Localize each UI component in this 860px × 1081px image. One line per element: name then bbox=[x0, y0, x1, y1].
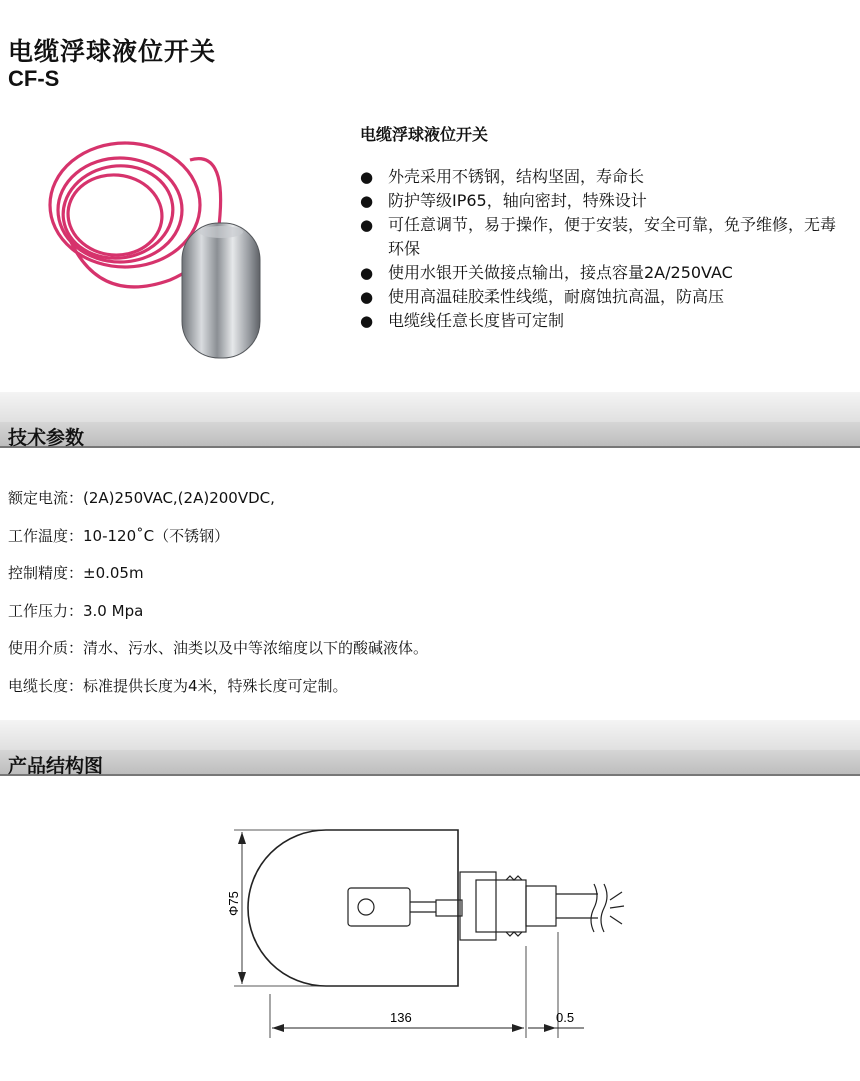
spec-row: 使用介质：清水、污水、油类以及中等浓缩度以下的酸碱液体。 bbox=[8, 639, 429, 657]
model-code: CF-S bbox=[8, 66, 60, 91]
structure-drawing bbox=[226, 816, 656, 1048]
spec-row: 工作压力：3.0 Mpa bbox=[8, 601, 144, 620]
feature-item: ● 使用高温硅胶柔性线缆，耐腐蚀抗高温，防高压 bbox=[360, 285, 850, 309]
spec-list bbox=[8, 488, 848, 713]
float-ball bbox=[182, 223, 260, 358]
feature-item: ● 外壳采用不锈钢，结构坚固，寿命长 bbox=[360, 165, 850, 189]
feature-title: 电缆浮球液位开关 bbox=[360, 125, 489, 144]
length-label: 136 bbox=[390, 1010, 412, 1025]
mercury-switch bbox=[348, 888, 410, 926]
spec-row: 工作温度：10-120˚C（不锈钢） bbox=[8, 526, 230, 545]
feature-item: ● 使用水银开关做接点输出，接点容量2A/250VAC bbox=[360, 261, 850, 285]
gap-label: 0.5 bbox=[556, 1010, 575, 1025]
feature-item: ● 可任意调节，易于操作，便于安装，安全可靠，免予维修，无毒环保 bbox=[360, 215, 837, 258]
product-photo bbox=[40, 120, 320, 370]
diameter-label: Φ75 bbox=[226, 891, 241, 916]
page-title: 电缆浮球液位开关 bbox=[8, 37, 217, 66]
feature-item: ● 电缆线任意长度皆可定制 bbox=[360, 309, 850, 333]
section-title: 技术参数 bbox=[8, 427, 85, 449]
bullet-icon: ● bbox=[360, 288, 374, 306]
section-title: 产品结构图 bbox=[8, 755, 104, 777]
bullet-icon: ● bbox=[360, 216, 374, 234]
divider-band bbox=[0, 720, 860, 750]
feature-item: ● 防护等级IP65，轴向密封，特殊设计 bbox=[360, 189, 850, 213]
spec-row: 控制精度：±0.05m bbox=[8, 564, 144, 582]
spec-row: 电缆长度：标准提供长度为4米，特殊长度可定制。 bbox=[8, 676, 348, 695]
section-header-tech bbox=[0, 422, 860, 448]
bullet-icon: ● bbox=[360, 168, 374, 186]
bullet-icon: ● bbox=[360, 264, 374, 282]
bullet-icon: ● bbox=[360, 192, 374, 210]
feature-panel bbox=[360, 122, 850, 333]
float-outline bbox=[248, 830, 458, 986]
divider-band bbox=[0, 392, 860, 422]
section-header-structure bbox=[0, 750, 860, 776]
bullet-icon: ● bbox=[360, 312, 374, 330]
spec-row: 额定电流：(2A)250VAC,(2A)200VDC, bbox=[8, 489, 275, 507]
cable-gland bbox=[460, 872, 496, 940]
